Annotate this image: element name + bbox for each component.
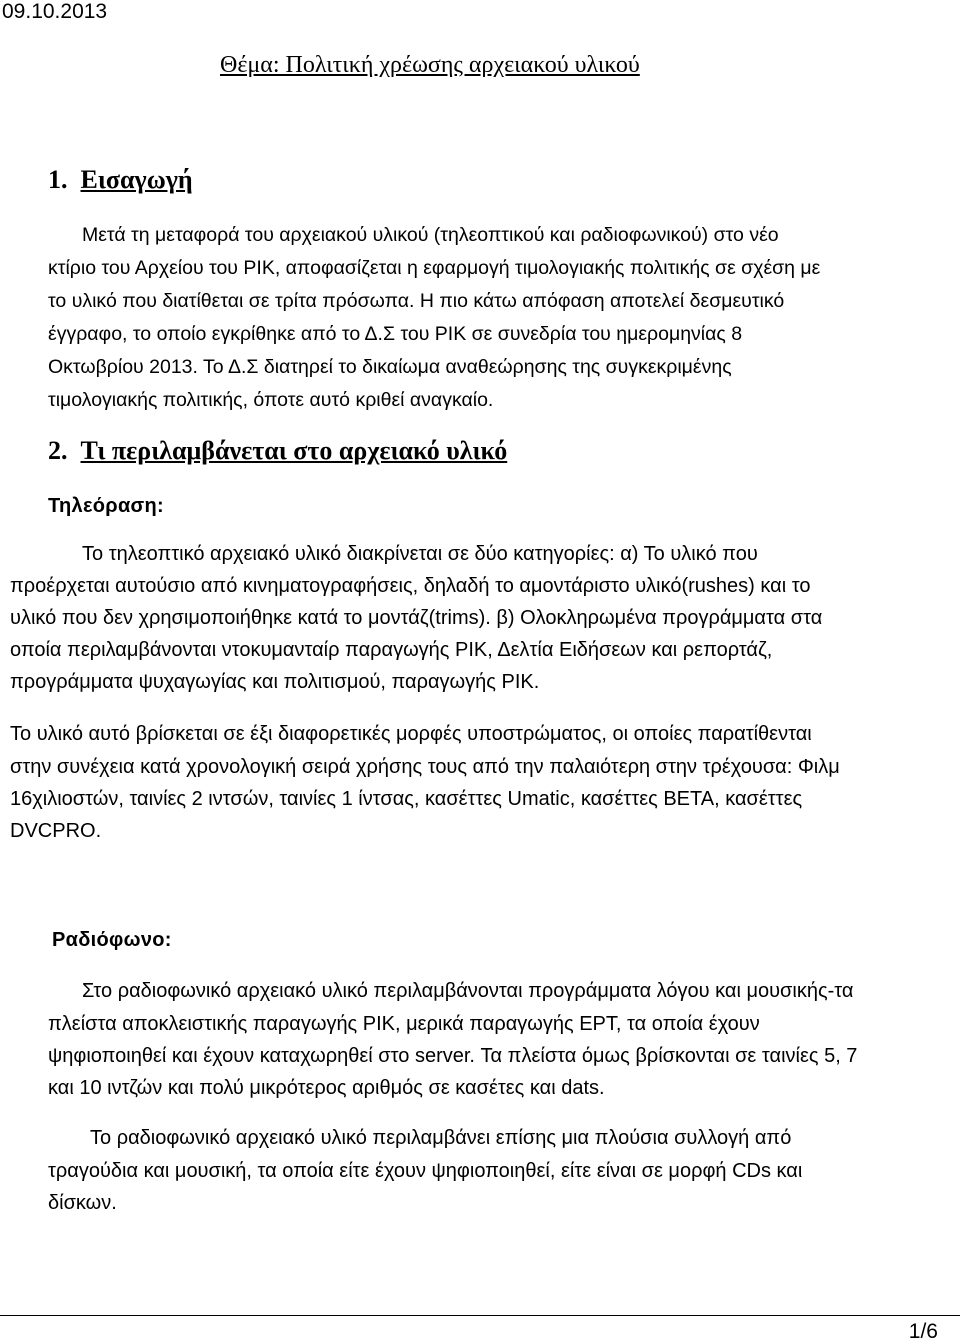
section-1-line: έγγραφο, το οποίο εγκρίθηκε από το Δ.Σ του ΡΙΚ σε συνεδρία του ημερομηνίας 8 xyxy=(48,323,743,345)
radio-paragraph-line: τραγούδια και μουσική, τα οποία είτε έχουν ψηφιοποιηθεί, είτε είναι σε μορφή CDs και xyxy=(48,1160,803,1182)
tv-paragraph-line: στην συνέχεια κατά χρονολογική σειρά χρήσης τους από την παλαιότερη στην τρέχουσα: Φιλμ xyxy=(10,756,840,778)
document-title: Θέμα: Πολιτική χρέωσης αρχειακού υλικού xyxy=(220,52,640,78)
tv-paragraph-line: DVCPRO. xyxy=(10,820,102,842)
section-1-heading xyxy=(48,165,193,195)
section-1-line: Μετά τη μεταφορά του αρχειακού υλικού (τηλεοπτικού και ραδιοφωνικού) στο νέο xyxy=(82,224,779,246)
radio-paragraph-line: Το ραδιοφωνικό αρχειακό υλικό περιλαμβάνει επίσης μια πλούσια συλλογή από xyxy=(90,1127,792,1149)
tv-paragraph-line: Το τηλεοπτικό αρχειακό υλικό διακρίνεται σε δύο κατηγορίες: α) Το υλικό που xyxy=(82,543,758,565)
radio-paragraph-line: Στο ραδιοφωνικό αρχειακό υλικό περιλαμβάνονται προγράμματα λόγου και μουσικής-τα xyxy=(82,980,854,1002)
tv-paragraph-line: Το υλικό αυτό βρίσκεται σε έξι διαφορετικές μορφές υποστρώματος, οι οποίες παρατίθενται xyxy=(10,723,812,745)
section-2-title: Τι περιλαμβάνεται στο αρχειακό υλικό xyxy=(80,436,508,465)
radio-paragraph-line: και 10 ιντζών και πολύ μικρότερος αριθμός σε κασέτες και dats. xyxy=(48,1077,605,1099)
document-date: 09.10.2013 xyxy=(2,0,108,23)
section-1-line: τιμολογιακής πολιτικής, όποτε αυτό κριθεί αναγκαίο. xyxy=(48,389,494,411)
section-1-title: Εισαγωγή xyxy=(80,165,193,194)
section-2-heading xyxy=(48,436,507,466)
footer-divider xyxy=(0,1315,960,1316)
radio-paragraph-line: δίσκων. xyxy=(48,1192,117,1214)
tv-paragraph-line: προέρχεται αυτούσιο από κινηματογραφήσεις, δηλαδή το αμοντάριστο υλικό(rushes) και το xyxy=(10,575,811,597)
radio-paragraph-line: ψηφιοποιηθεί και έχουν καταχωρηθεί στο server. Τα πλείστα όμως βρίσκονται σε ταινίες 5, 7 xyxy=(48,1045,858,1067)
section-1-line: το υλικό που διατίθεται σε τρίτα πρόσωπα. Η πιο κάτω απόφαση αποτελεί δεσμευτικό xyxy=(48,290,785,312)
section-1-line: κτίριο του Αρχείου του ΡΙΚ, αποφασίζεται η εφαρμογή τιμολογιακής πολιτικής σε σχέση με xyxy=(48,257,821,279)
page-number: 1/6 xyxy=(908,1320,938,1343)
tv-paragraph-line: οποία περιλαμβάνονται ντοκυμανταίρ παραγωγής ΡΙΚ, Δελτία Ειδήσεων και ρεπορτάζ, xyxy=(10,639,773,661)
tv-paragraph-line: 16χιλιοστών, ταινίες 2 ιντσών, ταινίες 1 ίντσας, κασέττες Umatic, κασέττες BETA, κασέττες xyxy=(10,788,803,810)
tv-paragraph-line: προγράμματα ψυχαγωγίας και πολιτισμού, παραγωγής ΡΙΚ. xyxy=(10,671,540,693)
section-1-line: Οκτωβρίου 2013. Το Δ.Σ διατηρεί το δικαίωμα αναθεώρησης της συγκεκριμένης xyxy=(48,356,732,378)
tv-paragraph-line: υλικό που δεν χρησιμοποιήθηκε κατά το μοντάζ(trims). β) Ολοκληρωμένα προγράμματα στα xyxy=(10,607,823,629)
radio-paragraph-line: πλείστα αποκλειστικής παραγωγής ΡΙΚ, μερικά παραγωγής ΕΡΤ, τα οποία έχουν xyxy=(48,1013,760,1035)
tv-subheading: Τηλεόραση: xyxy=(48,495,165,517)
section-1-number: 1. xyxy=(48,165,68,194)
section-2-number: 2. xyxy=(48,436,68,465)
radio-subheading: Ραδιόφωνο: xyxy=(52,929,172,951)
